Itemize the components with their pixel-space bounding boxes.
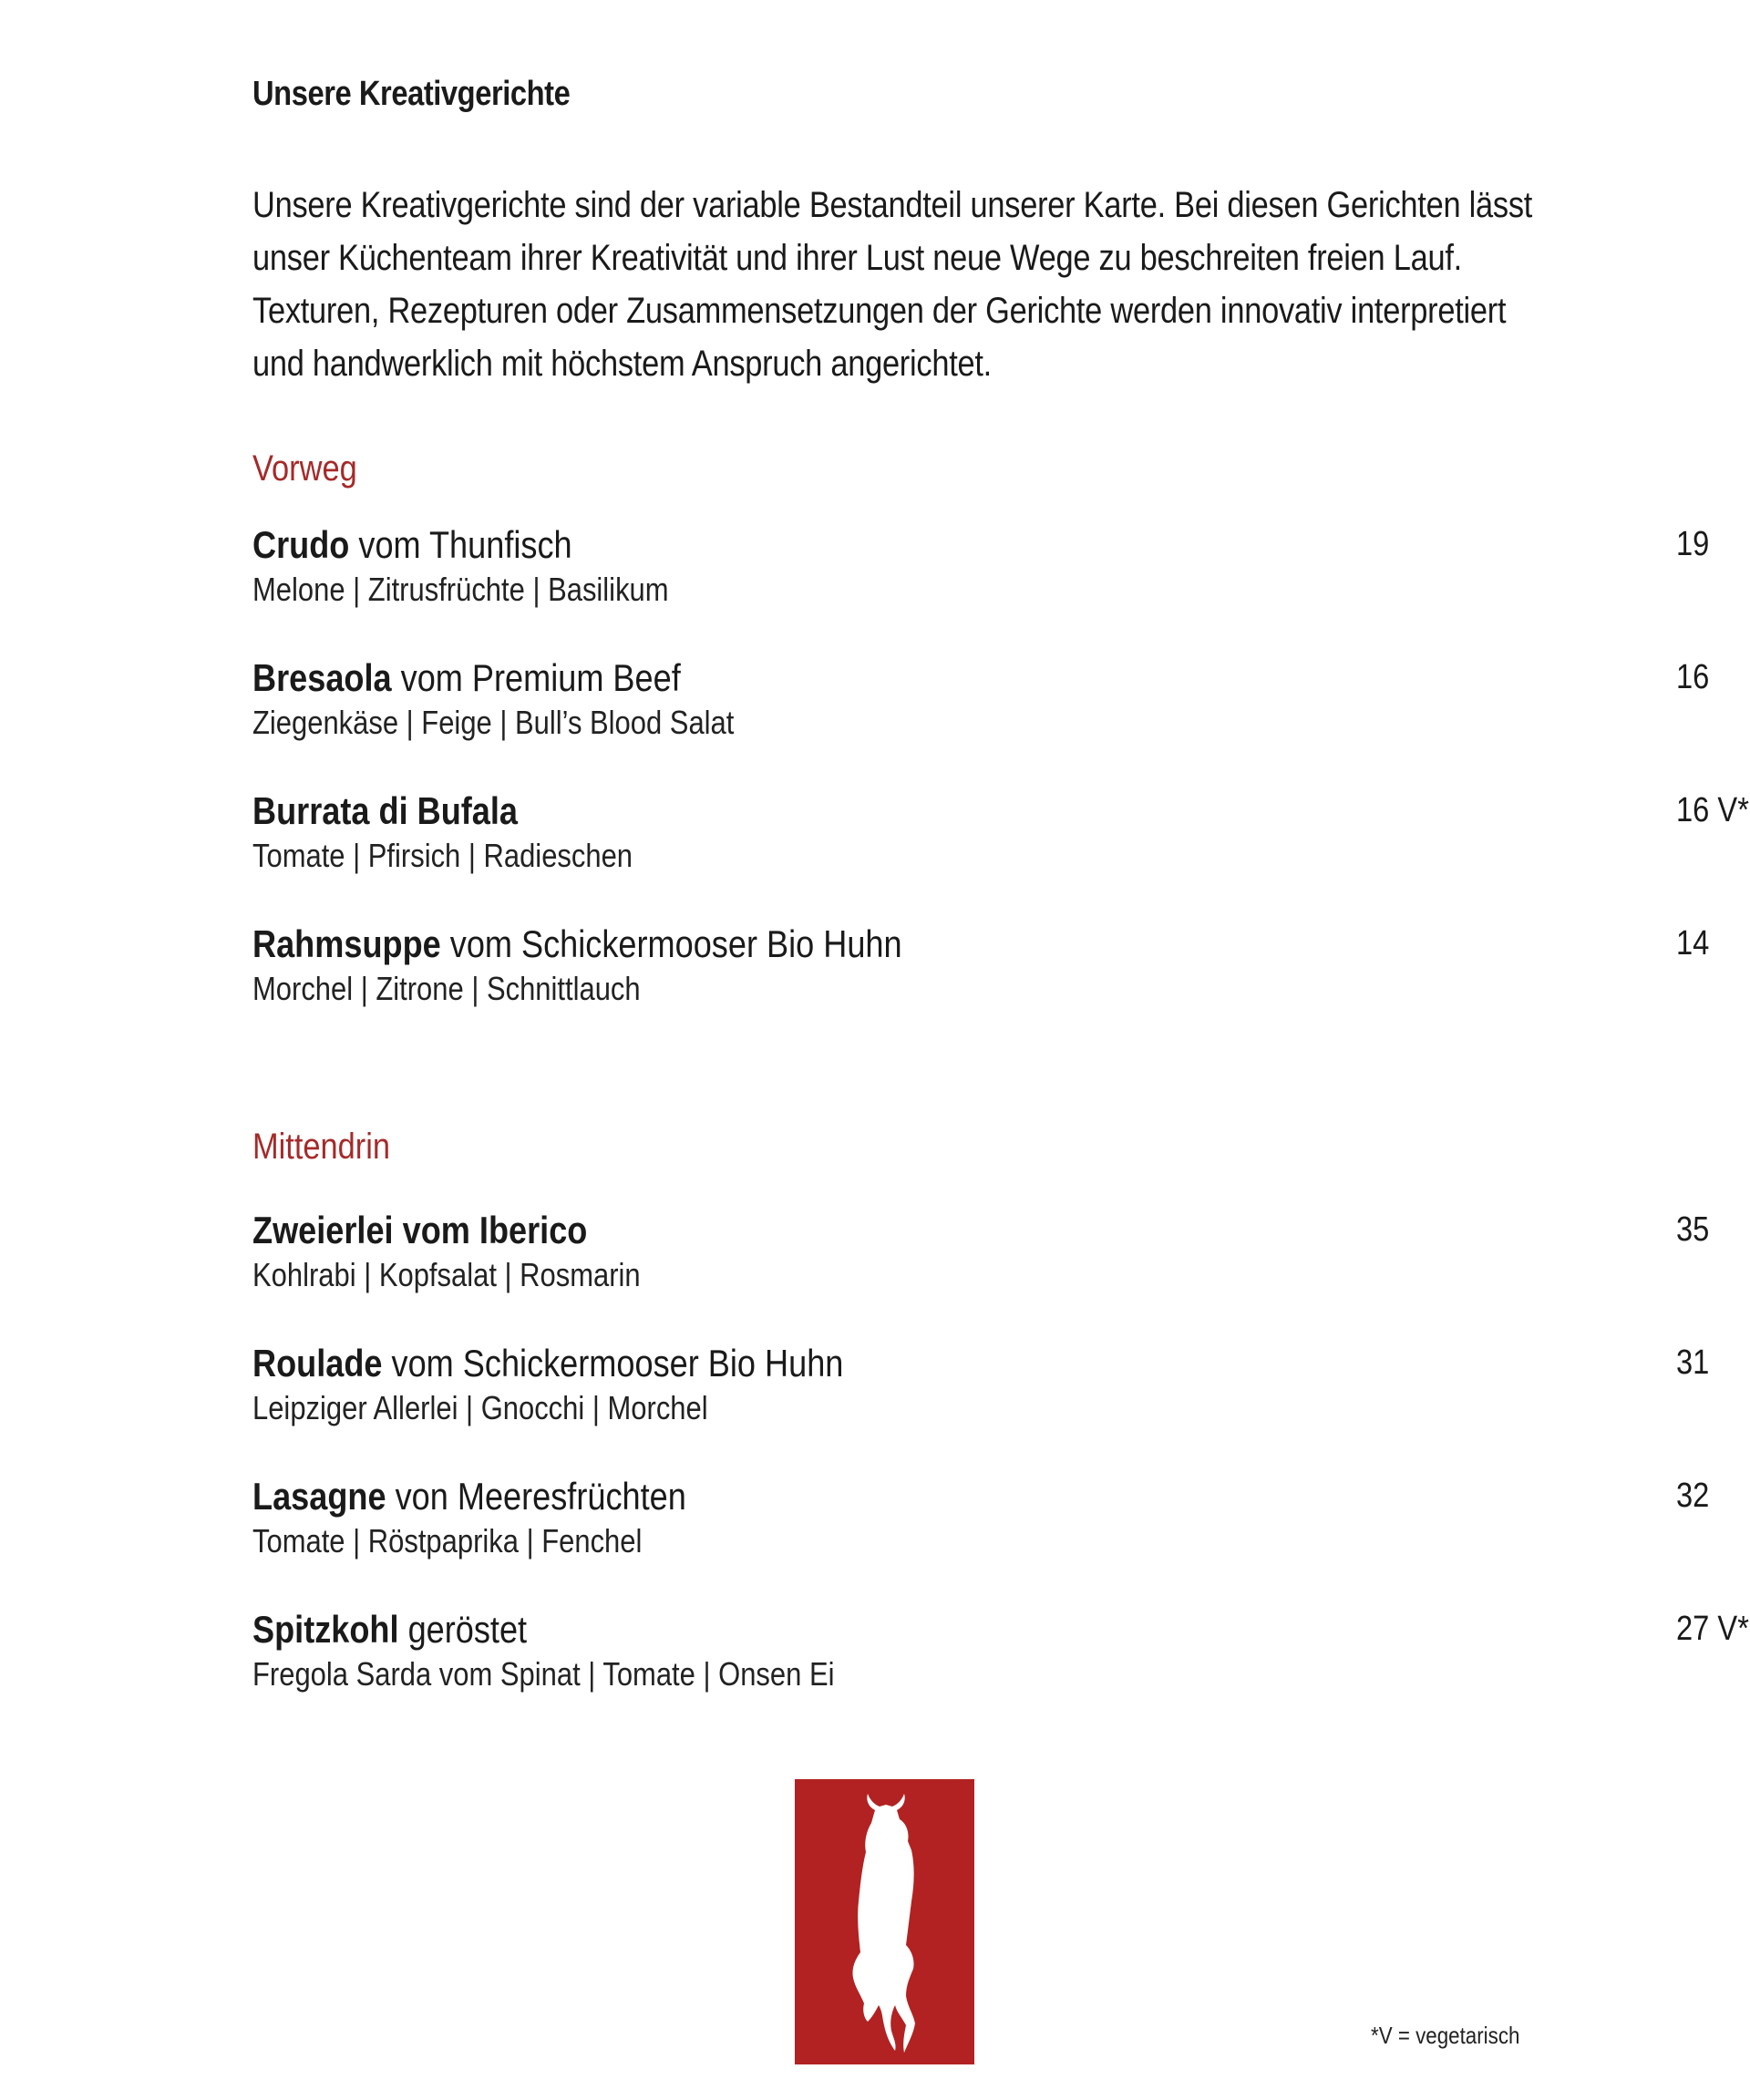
dish-description: Ziegenkäse | Feige | Bull’s Blood Salat [252,704,735,741]
dish-name [252,1475,686,1518]
dish-description: Tomate | Pfirsich | Radieschen [252,837,633,874]
dish-price: 19 [1676,525,1710,563]
dish-price: 14 [1676,924,1710,962]
dish-name-bold: Lasagne [252,1475,386,1518]
intro-line: Unsere Kreativgerichte sind der variable Bestandteil unserer Karte. Bei diesen Gerichten lässt [252,185,1533,225]
dish-description: Tomate | Röstpaprika | Fenchel [252,1522,643,1560]
dish-price: 35 [1676,1210,1710,1249]
dish-item [252,789,1749,890]
dish-name [252,1209,587,1252]
dish-name-bold: Crudo [252,523,350,566]
dish-item [252,656,1710,757]
section-title-mittendrin: Mittendrin [252,1127,391,1167]
dish-price: 32 [1676,1477,1710,1515]
dish-name-bold: Zweierlei vom Iberico [252,1209,588,1251]
dish-name-rest: vom Premium Beef [391,656,681,699]
dish-price: 27 V* [1676,1610,1749,1648]
intro-line: unser Küchenteam ihrer Kreativität und ihrer Lust neue Wege zu beschreiten freien Lauf. [252,238,1462,278]
dish-description: Melone | Zitrusfrüchte | Basilikum [252,571,669,608]
intro-line: und handwerklich mit höchstem Anspruch angerichtet. [252,344,992,384]
intro-line: Texturen, Rezepturen oder Zusammensetzungen der Gerichte werden innovativ interpretiert [252,291,1507,331]
dish-name-bold: Bresaola [252,656,392,699]
dish-name [252,789,518,833]
dish-description: Fregola Sarda vom Spinat | Tomate | Onsen Ei [252,1655,835,1693]
dish-description: Kohlrabi | Kopfsalat | Rosmarin [252,1256,641,1293]
dish-name-bold: Roulade [252,1342,383,1385]
dish-item [252,1342,1710,1442]
dish-name [252,1608,527,1652]
dish-description: Morchel | Zitrone | Schnittlauch [252,970,641,1007]
dish-name-rest: vom Schickermooser Bio Huhn [382,1342,844,1385]
dish-price: 31 [1676,1343,1710,1382]
dish-name-bold: Rahmsuppe [252,922,441,965]
dish-item [252,922,1710,1023]
dish-name [252,656,681,700]
intro-text [252,179,1538,390]
section-title-vorweg: Vorweg [252,448,357,489]
dish-description: Leipziger Allerlei | Gnocchi | Morchel [252,1389,708,1426]
dish-name [252,922,902,966]
dish-name-rest: von Meeresfrüchten [386,1475,686,1518]
dish-item [252,1608,1749,1708]
dish-price: 16 [1676,658,1710,696]
dish-name [252,523,572,567]
dish-name-bold: Spitzkohl [252,1608,399,1651]
dish-item [252,1209,1710,1309]
page-title: Unsere Kreativgerichte [252,75,571,113]
dish-name-bold: Burrata di Bufala [252,789,519,832]
dish-name-rest: vom Thunfisch [349,523,572,566]
dish-item [252,523,1710,623]
dish-name-rest: vom Schickermooser Bio Huhn [440,922,902,965]
bull-silhouette-icon [795,1779,974,2064]
footnote-vegetarian: *V = vegetarisch [1371,2022,1520,2049]
dish-price: 16 V* [1676,791,1749,829]
dish-item [252,1475,1710,1575]
dish-name-rest: geröstet [398,1608,528,1651]
dish-name [252,1342,843,1385]
restaurant-logo [795,1779,974,2064]
